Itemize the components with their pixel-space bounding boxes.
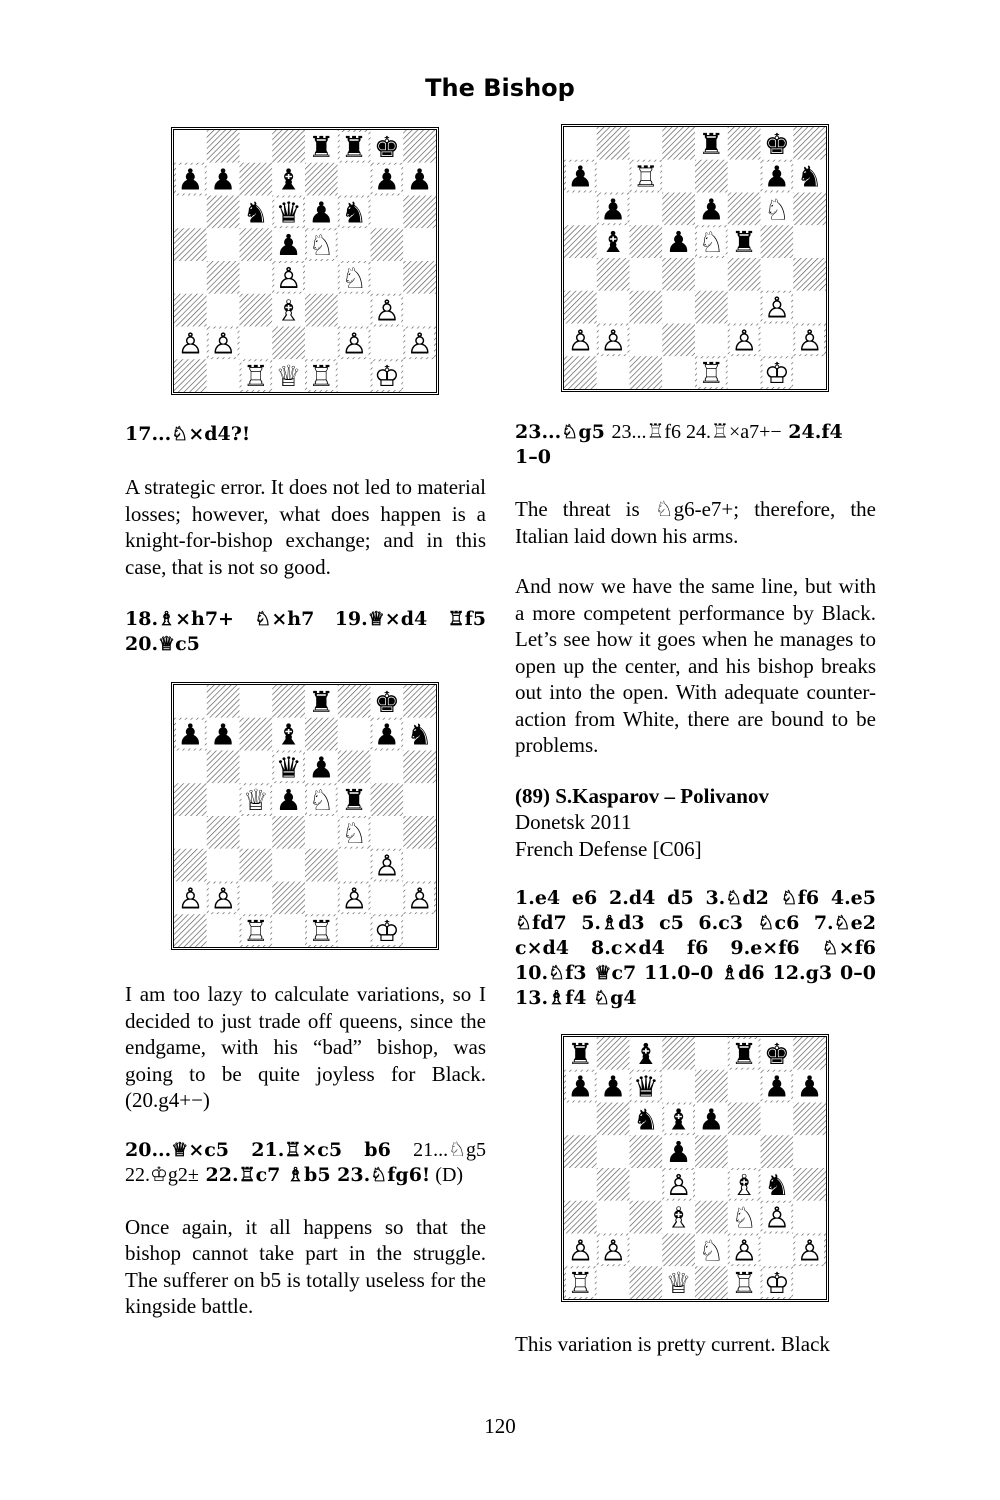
white-rook-c1: ♖ — [242, 914, 269, 947]
light-square — [662, 291, 695, 324]
light-square — [564, 258, 597, 291]
black-bishop-b5: ♝ — [600, 225, 627, 260]
dark-square — [207, 130, 240, 163]
dark-square — [174, 849, 207, 882]
light-square — [207, 359, 240, 392]
black-rook-e8: ♜ — [308, 685, 335, 719]
light-square — [564, 1168, 597, 1201]
white-king-g1: ♔ — [763, 1266, 790, 1299]
black-rook-f8: ♜ — [341, 130, 368, 164]
light-square — [564, 1103, 597, 1136]
dark-square — [403, 130, 436, 163]
white-rook-a1: ♖ — [567, 1266, 594, 1299]
light-square — [662, 356, 695, 389]
light-square — [761, 1234, 794, 1267]
light-square — [793, 1201, 826, 1234]
light-square — [240, 816, 273, 849]
black-pawn-a7: ♟ — [177, 717, 204, 752]
dark-square — [207, 196, 240, 229]
light-square — [305, 816, 338, 849]
light-square — [630, 1168, 663, 1201]
black-king-g8: ♚ — [763, 1037, 790, 1071]
black-bishop-d7: ♝ — [275, 162, 302, 197]
light-square — [630, 127, 663, 160]
black-rook-f8: ♜ — [731, 1037, 758, 1071]
game-event: Donetsk 2011 — [515, 810, 632, 834]
dark-square — [564, 291, 597, 324]
light-square — [597, 1201, 630, 1234]
dark-square — [630, 1135, 663, 1168]
white-rook-e1: ♖ — [698, 356, 725, 389]
paragraph-strategic-error: A strategic error. It does not led to material losses; however, what does happen is a knight-for-bishop exchange; and in this case, that is not so good. — [125, 475, 486, 579]
dark-square — [728, 127, 761, 160]
light-square — [174, 130, 207, 163]
black-pawn-e6: ♟ — [698, 1102, 725, 1137]
paragraph-variation-current: This variation is pretty current. Black — [515, 1332, 830, 1356]
light-square — [630, 258, 663, 291]
dark-square — [662, 258, 695, 291]
moves-main-b: 22.♖c7 ♗b5 23.♘fg6! — [198, 1163, 431, 1186]
dark-square — [403, 261, 436, 294]
light-square — [240, 261, 273, 294]
light-square — [371, 816, 404, 849]
black-pawn-e6: ♟ — [698, 192, 725, 227]
white-rook-c1: ♖ — [242, 359, 269, 392]
paragraph-same-line: And now we have the same line, but with a more competent performance by Black. Let’s see how it goes when he manages to open up the center, and his bishop breaks out into the open. With adequate counter-action from White, there are bound to be problems. — [515, 574, 876, 757]
white-knight-e5: ♘ — [308, 228, 335, 263]
light-square — [338, 359, 371, 392]
light-square — [403, 849, 436, 882]
light-square — [630, 324, 663, 357]
dark-square — [240, 163, 273, 196]
page-number: 120 — [484, 1414, 516, 1438]
white-pawn-f2: ♙ — [731, 1233, 758, 1268]
light-square — [240, 751, 273, 784]
white-pawn-b2: ♙ — [600, 323, 627, 358]
light-square — [207, 228, 240, 261]
dark-square — [793, 258, 826, 291]
white-king-g1: ♔ — [763, 356, 790, 389]
light-square — [630, 193, 663, 226]
black-knight-g4: ♞ — [763, 1167, 790, 1202]
light-square — [371, 882, 404, 915]
dark-square — [597, 258, 630, 291]
left-column-lower — [125, 981, 486, 1320]
black-knight-h7: ♞ — [406, 717, 433, 752]
moves-variation: 23...♖f6 24.♖×a7+− — [611, 421, 782, 443]
light-square — [272, 914, 305, 947]
black-king-g8: ♚ — [763, 127, 790, 161]
dark-square — [597, 1168, 630, 1201]
right-column — [515, 420, 876, 1011]
light-square — [597, 1135, 630, 1168]
light-square — [403, 228, 436, 261]
white-pawn-d4: ♙ — [275, 260, 302, 295]
dark-square — [338, 685, 371, 718]
light-square — [761, 1103, 794, 1136]
light-square — [403, 359, 436, 392]
white-knight-e5: ♘ — [308, 783, 335, 818]
light-square — [240, 882, 273, 915]
black-bishop-c8: ♝ — [632, 1037, 659, 1071]
paragraph-threat: The threat is ♘g6-e7+; therefore, the Italian laid down his arms. — [515, 497, 876, 548]
light-square — [338, 163, 371, 196]
light-square — [174, 261, 207, 294]
dark-square — [403, 816, 436, 849]
light-square — [793, 1266, 826, 1299]
dark-square — [272, 130, 305, 163]
light-square — [597, 356, 630, 389]
chess-diagram-1 — [171, 127, 439, 395]
dark-square — [371, 783, 404, 816]
dark-square — [272, 327, 305, 360]
light-square — [630, 1234, 663, 1267]
light-square — [338, 294, 371, 327]
black-knight-h7: ♞ — [796, 159, 823, 194]
dark-square — [728, 193, 761, 226]
light-square — [371, 327, 404, 360]
black-knight-c6: ♞ — [632, 1102, 659, 1137]
light-square — [728, 160, 761, 193]
black-pawn-b7: ♟ — [210, 162, 237, 197]
dark-square — [240, 718, 273, 751]
white-pawn-a2: ♙ — [177, 326, 204, 361]
light-square — [793, 1135, 826, 1168]
black-pawn-a7: ♟ — [177, 162, 204, 197]
dark-square — [761, 1135, 794, 1168]
white-knight-g6: ♘ — [763, 192, 790, 227]
moves-opening: 1.e4 e6 2.d4 d5 3.♘d2 ♘f6 4.e5 ♘fd7 5.♗d3 c5 6.c3 ♘c6 7.♘e2 c×d4 8.c×d4 f6 9.e×f6 ♘×f6 10.♘f3 ♕c7 11.0–0 ♗d6 12.g3 0–0 13.♗f4 ♘g4 — [515, 887, 876, 1009]
black-queen-d6: ♛ — [275, 195, 302, 230]
light-square — [305, 882, 338, 915]
right-column-lower — [515, 1331, 876, 1358]
light-square — [695, 324, 728, 357]
chess-diagram-2 — [171, 682, 439, 950]
white-pawn-g3: ♙ — [763, 290, 790, 325]
black-knight-f6: ♞ — [341, 195, 368, 230]
white-king-g1: ♔ — [373, 914, 400, 947]
dark-square — [662, 127, 695, 160]
dark-square — [662, 193, 695, 226]
dark-square — [662, 1037, 695, 1070]
dark-square — [305, 718, 338, 751]
light-square — [240, 327, 273, 360]
white-pawn-a2: ♙ — [177, 881, 204, 916]
dark-square — [597, 1037, 630, 1070]
dark-square — [630, 1201, 663, 1234]
dark-square — [174, 359, 207, 392]
white-pawn-b2: ♙ — [210, 326, 237, 361]
light-square — [597, 160, 630, 193]
dark-square — [240, 228, 273, 261]
white-pawn-h2: ♙ — [406, 881, 433, 916]
black-rook-f5: ♜ — [731, 225, 758, 260]
dark-square — [695, 1201, 728, 1234]
dark-square — [728, 258, 761, 291]
dark-square — [630, 291, 663, 324]
dark-square — [793, 1168, 826, 1201]
page-header: The Bishop — [425, 74, 575, 102]
white-queen-d1: ♕ — [665, 1266, 692, 1299]
dark-square — [305, 294, 338, 327]
black-rook-e8: ♜ — [698, 127, 725, 161]
dark-square — [695, 160, 728, 193]
chess-diagram-4 — [561, 1034, 829, 1302]
white-pawn-g3: ♙ — [373, 293, 400, 328]
black-pawn-b7: ♟ — [600, 1069, 627, 1104]
dark-square — [695, 1135, 728, 1168]
light-square — [597, 1266, 630, 1299]
light-square — [695, 1168, 728, 1201]
light-square — [371, 196, 404, 229]
dark-square — [761, 225, 794, 258]
dark-square — [174, 228, 207, 261]
moves-main-a: 20...♕×c5 21.♖×c5 b6 — [125, 1138, 414, 1161]
dark-square — [272, 685, 305, 718]
dark-square — [597, 1103, 630, 1136]
black-pawn-d5: ♟ — [275, 783, 302, 818]
light-square — [371, 751, 404, 784]
dark-square — [174, 294, 207, 327]
white-pawn-b2: ♙ — [210, 881, 237, 916]
black-rook-a8: ♜ — [567, 1037, 594, 1071]
light-square — [338, 718, 371, 751]
black-rook-f5: ♜ — [341, 783, 368, 818]
light-square — [793, 225, 826, 258]
move-17: 17...♘×d4?! — [125, 423, 251, 445]
dark-square — [564, 225, 597, 258]
dark-square — [371, 228, 404, 261]
black-pawn-d5: ♟ — [275, 228, 302, 263]
white-queen-d1: ♕ — [275, 359, 302, 392]
black-pawn-e6: ♟ — [308, 195, 335, 230]
light-square — [207, 914, 240, 947]
dark-square — [338, 751, 371, 784]
black-pawn-a7: ♟ — [567, 159, 594, 194]
black-queen-d6: ♛ — [275, 750, 302, 785]
light-square — [240, 130, 273, 163]
dark-square — [272, 882, 305, 915]
light-square — [728, 1135, 761, 1168]
light-square — [207, 849, 240, 882]
dark-square — [793, 193, 826, 226]
white-pawn-h2: ♙ — [406, 326, 433, 361]
black-bishop-d6: ♝ — [665, 1102, 692, 1137]
dark-square — [662, 324, 695, 357]
light-square — [403, 914, 436, 947]
black-pawn-h7: ♟ — [406, 162, 433, 197]
white-pawn-a2: ♙ — [567, 1233, 594, 1268]
dark-square — [207, 261, 240, 294]
light-square — [272, 849, 305, 882]
white-pawn-b2: ♙ — [600, 1233, 627, 1268]
light-square — [597, 291, 630, 324]
white-knight-f3: ♘ — [731, 1200, 758, 1235]
dark-square — [174, 783, 207, 816]
light-square — [174, 816, 207, 849]
light-square — [371, 261, 404, 294]
moves-20-23 — [125, 1138, 486, 1188]
black-pawn-g7: ♟ — [763, 1069, 790, 1104]
white-knight-f4: ♘ — [341, 260, 368, 295]
light-square — [403, 294, 436, 327]
light-square — [338, 914, 371, 947]
white-pawn-f2: ♙ — [731, 323, 758, 358]
black-king-g8: ♚ — [373, 130, 400, 164]
black-bishop-d7: ♝ — [275, 717, 302, 752]
dark-square — [695, 1070, 728, 1103]
dark-square — [564, 356, 597, 389]
black-pawn-e6: ♟ — [308, 750, 335, 785]
dark-square — [207, 685, 240, 718]
dark-square — [695, 291, 728, 324]
light-square — [305, 327, 338, 360]
dark-square — [630, 356, 663, 389]
dark-square — [240, 849, 273, 882]
light-square — [761, 258, 794, 291]
black-rook-e8: ♜ — [308, 130, 335, 164]
black-king-g8: ♚ — [373, 685, 400, 719]
dark-square — [403, 196, 436, 229]
black-pawn-g7: ♟ — [373, 717, 400, 752]
light-square — [761, 324, 794, 357]
dark-square — [564, 1201, 597, 1234]
dark-square — [630, 225, 663, 258]
light-square — [793, 356, 826, 389]
white-bishop-d3: ♗ — [665, 1200, 692, 1235]
light-square — [207, 294, 240, 327]
black-pawn-d5: ♟ — [665, 1135, 692, 1170]
dark-square — [207, 816, 240, 849]
black-pawn-b7: ♟ — [210, 717, 237, 752]
white-bishop-f4: ♗ — [731, 1167, 758, 1202]
dark-square — [240, 294, 273, 327]
game-opening: French Defense [C06] — [515, 836, 702, 861]
white-pawn-g3: ♙ — [373, 848, 400, 883]
moves-main-a: 23...♘g5 — [515, 421, 612, 443]
game-title: (89) S.Kasparov – Polivanov — [515, 783, 769, 808]
paragraph-lazy: I am too lazy to calculate variations, so I decided to just trade off queens, since the endgame, with his “bad” bishop, was going to be quite joyless for Black. (20.g4+−) — [125, 982, 486, 1112]
dark-square — [174, 914, 207, 947]
light-square — [728, 1070, 761, 1103]
black-pawn-a7: ♟ — [567, 1069, 594, 1104]
black-knight-c6: ♞ — [242, 195, 269, 230]
dark-square — [305, 849, 338, 882]
dark-square — [564, 1135, 597, 1168]
diagram-ref: (D) — [430, 1163, 464, 1186]
chess-diagram-3 — [561, 124, 829, 392]
light-square — [564, 193, 597, 226]
white-king-g1: ♔ — [373, 359, 400, 392]
light-square — [240, 685, 273, 718]
dark-square — [793, 1037, 826, 1070]
light-square — [338, 849, 371, 882]
white-pawn-g3: ♙ — [763, 1200, 790, 1235]
light-square — [174, 751, 207, 784]
light-square — [403, 783, 436, 816]
white-rook-e1: ♖ — [308, 914, 335, 947]
light-square — [564, 127, 597, 160]
light-square — [662, 160, 695, 193]
white-pawn-h2: ♙ — [796, 1233, 823, 1268]
black-pawn-h7: ♟ — [796, 1069, 823, 1104]
dark-square — [793, 1103, 826, 1136]
moves-23-24 — [515, 420, 876, 470]
light-square — [695, 1037, 728, 1070]
white-pawn-f2: ♙ — [341, 326, 368, 361]
dark-square — [403, 751, 436, 784]
black-pawn-b6: ♟ — [600, 192, 627, 227]
dark-square — [272, 816, 305, 849]
white-rook-e1: ♖ — [308, 359, 335, 392]
light-square — [207, 783, 240, 816]
white-rook-c7: ♖ — [632, 159, 659, 194]
black-pawn-d5: ♟ — [665, 225, 692, 260]
moves-18-20: 18.♗×h7+ ♘×h7 19.♕×d4 ♖f5 20.♕c5 — [125, 608, 486, 655]
light-square — [793, 291, 826, 324]
white-knight-e5: ♘ — [698, 225, 725, 260]
dark-square — [728, 1103, 761, 1136]
dark-square — [695, 1266, 728, 1299]
white-bishop-d3: ♗ — [275, 293, 302, 328]
light-square — [728, 291, 761, 324]
light-square — [695, 258, 728, 291]
white-queen-c5: ♕ — [242, 783, 269, 818]
dark-square — [630, 1266, 663, 1299]
white-knight-f4: ♘ — [341, 815, 368, 850]
paragraph-once-again: Once again, it all happens so that the bishop cannot take part in the struggle. The sufferer on b5 is totally useless for the kingside battle. — [125, 1214, 486, 1318]
dark-square — [793, 127, 826, 160]
white-pawn-a2: ♙ — [567, 323, 594, 358]
white-pawn-h2: ♙ — [796, 323, 823, 358]
white-pawn-f2: ♙ — [341, 881, 368, 916]
light-square — [174, 196, 207, 229]
black-pawn-g7: ♟ — [373, 162, 400, 197]
white-pawn-d4: ♙ — [665, 1167, 692, 1202]
game-result: 1–0 — [515, 446, 551, 468]
light-square — [728, 356, 761, 389]
light-square — [662, 1070, 695, 1103]
white-rook-f1: ♖ — [731, 1266, 758, 1299]
light-square — [338, 228, 371, 261]
light-square — [174, 685, 207, 718]
dark-square — [403, 685, 436, 718]
moves-variation: 21...♘g5 22.♔g2± — [125, 1138, 486, 1186]
light-square — [305, 261, 338, 294]
white-knight-e2: ♘ — [698, 1233, 725, 1268]
black-queen-c7: ♛ — [632, 1069, 659, 1104]
dark-square — [207, 751, 240, 784]
black-pawn-g7: ♟ — [763, 159, 790, 194]
dark-square — [597, 127, 630, 160]
moves-main-b: 24.f4 — [781, 421, 843, 443]
left-column — [125, 422, 486, 657]
dark-square — [305, 163, 338, 196]
dark-square — [662, 1234, 695, 1267]
